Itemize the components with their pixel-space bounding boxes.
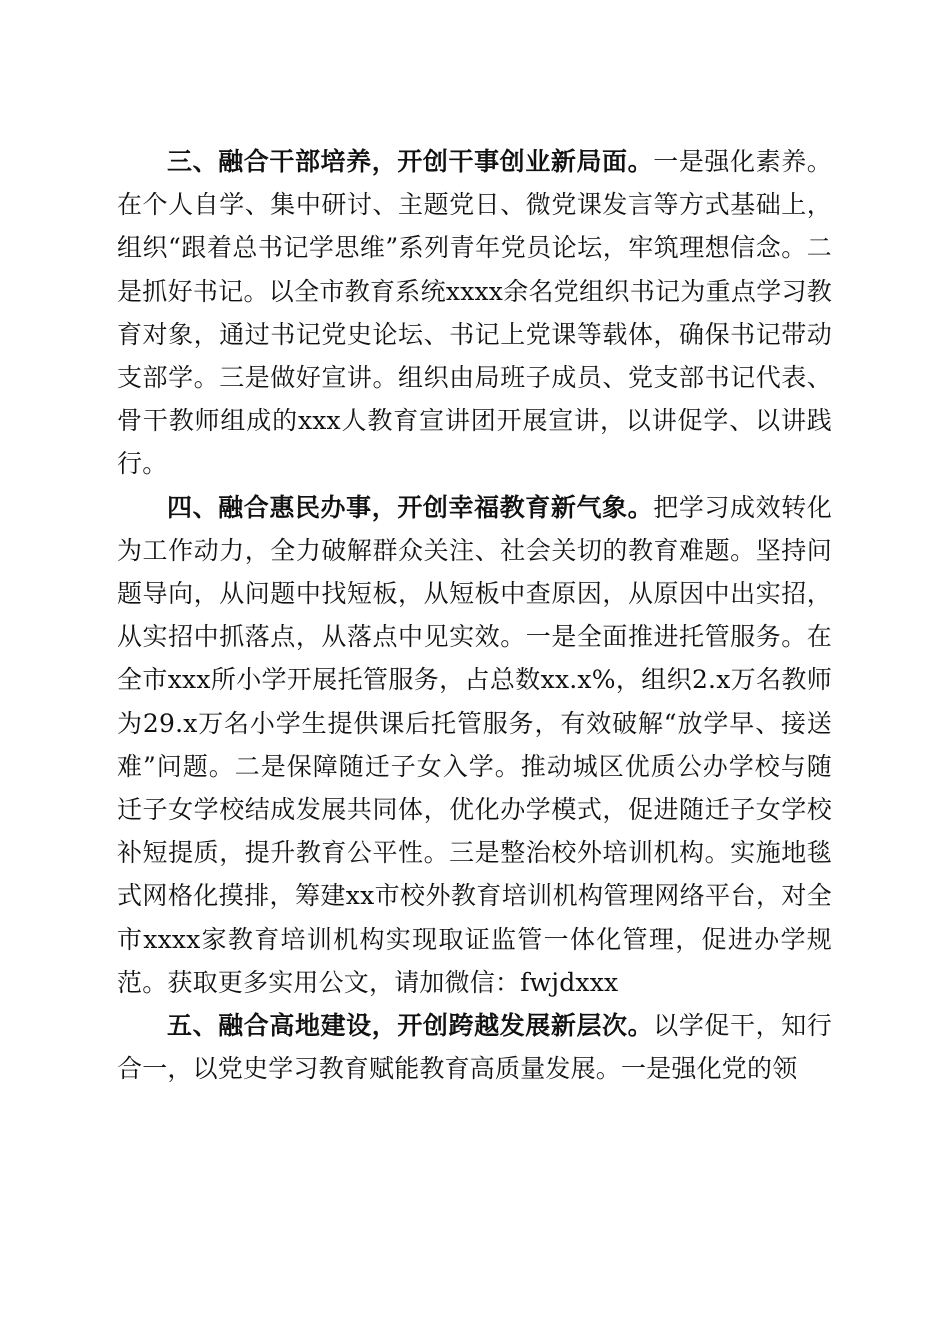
section-heading-4: 四、融合惠民办事，开创幸福教育新气象。: [167, 492, 654, 522]
document-body: [117, 140, 832, 1090]
paragraph-highland-building: [117, 1004, 832, 1090]
section-body-5: 以学促干，知行合一，以党史学习教育赋能教育高质量发展。一是强化党的领: [117, 1011, 832, 1084]
section-heading-3: 三、融合干部培养，开创干事创业新局面。: [167, 147, 654, 176]
section-body-3: 一是强化素养。在个人自学、集中研讨、主题党日、微党课发言等方式基础上，组织“跟着总书记学思维”系列青年党员论坛，牢筑理想信念。二是抓好书记。以全市教育系统xxxx余名党组织书记为重点学习教育对象，通过书记党史论坛、书记上党课等载体，确保书记带动支部学。三是做好宣讲。组织由局班子成员、党支部书记代表、骨干教师组成的xxx人教育宣讲团开展宣讲，以讲促学、以讲践行。: [117, 147, 832, 479]
section-heading-5: 五、融合高地建设，开创跨越发展新层次。: [167, 1011, 654, 1041]
paragraph-cadre-training: [117, 140, 832, 486]
paragraph-public-service: [117, 486, 832, 1004]
section-body-4: 把学习成效转化为工作动力，全力破解群众关注、社会关切的教育难题。坚持问题导向，从问题中找短板，从短板中查原因，从原因中出实招，从实招中抓落点，从落点中见实效。一是全面推进托管服务。在全市xxx所小学开展托管服务，占总数xx.x%，组织2.x万名教师为29.x万名小学生提供课后托管服务，有效破解“放学早、接送难”问题。二是保障随迁子女入学。推动城区优质公办学校与随迁子女学校结成发展共同体，优化办学模式，促进随迁子女学校补短提质，提升教育公平性。三是整治校外培训机构。实施地毯式网格化摸排，筹建xx市校外教育培训机构管理网络平台，对全市xxxx家教育培训机构实现取证监管一体化管理，促进办学规范。获取更多实用公文，请加微信：fwjdxxx: [117, 492, 832, 997]
